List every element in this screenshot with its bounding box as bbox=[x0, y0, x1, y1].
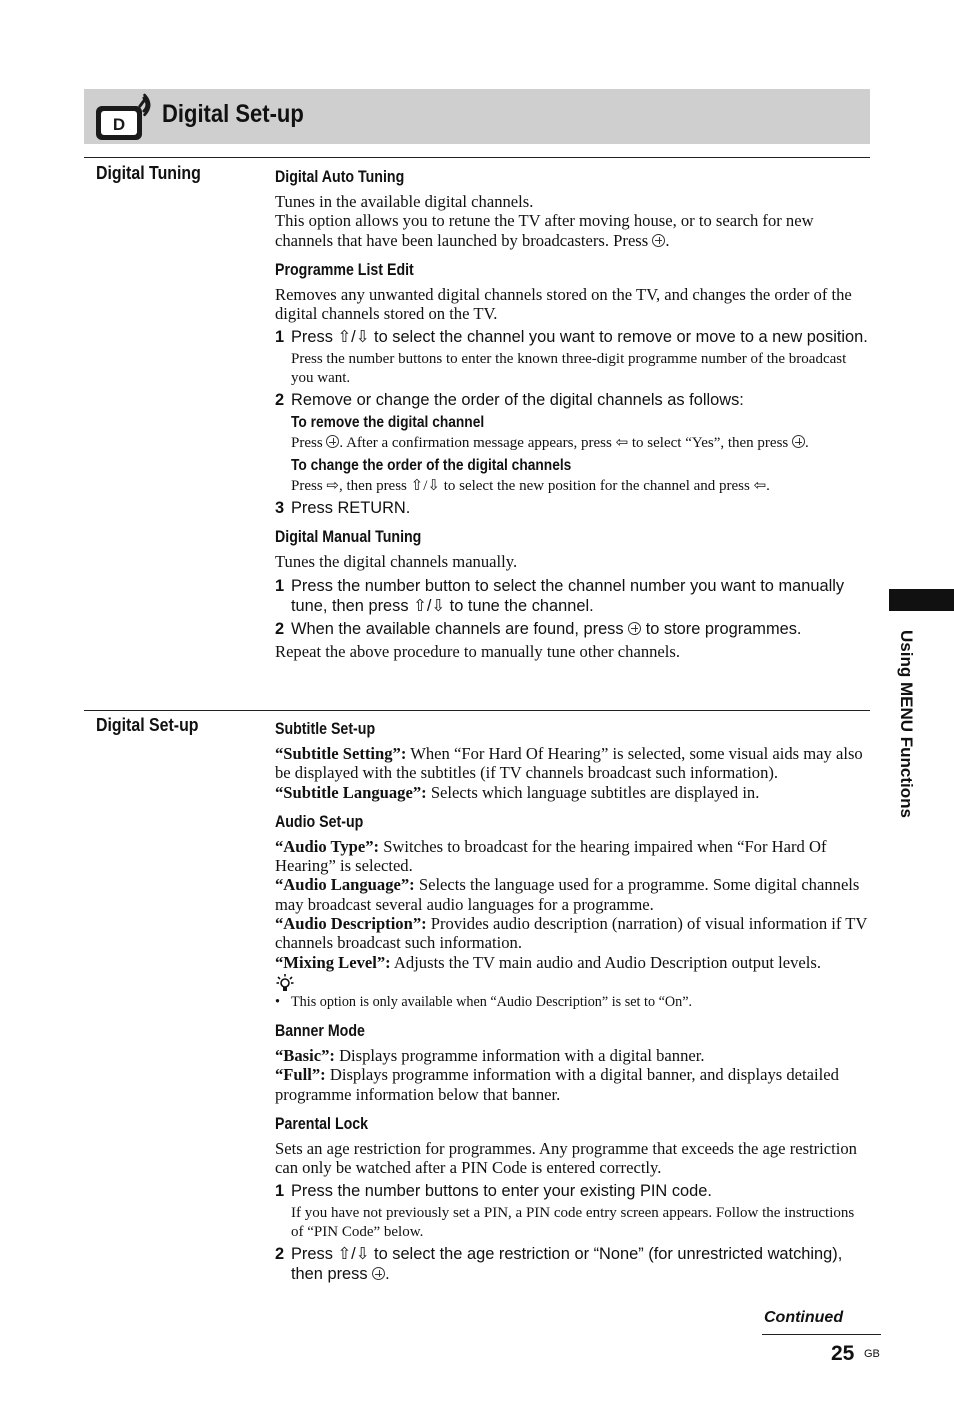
paragraph: “Mixing Level”: Adjusts the TV main audio and Audio Description output levels. bbox=[275, 952, 822, 972]
paragraph: “Audio Language”: Selects the language used for a programme. Some digital channels may broadcast several audio languages for a programme. bbox=[275, 875, 860, 914]
step-note: Press ⇨, then press ⇧/⇩ to select the new position for the channel and press ⇦. bbox=[291, 477, 770, 494]
side-tab-label: Using MENU Functions bbox=[897, 630, 916, 818]
subheading: Digital Auto Tuning bbox=[275, 168, 405, 186]
section-label-digital-set-up: Digital Set-up bbox=[96, 714, 199, 735]
paragraph: Tunes the digital channels manually. bbox=[275, 552, 518, 572]
side-tab-marker bbox=[889, 589, 954, 611]
tip-lightbulb-icon bbox=[276, 973, 294, 993]
enter-button-icon bbox=[652, 234, 665, 247]
paragraph: “Subtitle Setting”: When “For Hard Of Hearing” is selected, some visual aids may also be displayed with the subtitles (if TV channels broadcast such information). bbox=[275, 744, 863, 783]
subheading: Programme List Edit bbox=[275, 260, 414, 279]
icon-letter: D bbox=[112, 115, 126, 134]
section-header bbox=[84, 89, 870, 144]
step-item: 1 Press the number buttons to enter your existing PIN code. bbox=[275, 1182, 712, 1201]
paragraph: “Audio Description”: Provides audio description (narration) of visual information if TV channels broadcast such information. bbox=[275, 914, 868, 953]
step-item: 2 When the available channels are found, press to store programmes. bbox=[275, 619, 802, 638]
digital-tuning-content bbox=[275, 167, 870, 665]
side-tab-label-wrap bbox=[880, 630, 920, 840]
paragraph: “Subtitle Language”: Selects which language subtitles are displayed in. bbox=[275, 782, 760, 802]
paragraph: “Basic”: Displays programme information with a digital banner. bbox=[275, 1045, 705, 1065]
enter-button-icon bbox=[792, 435, 805, 448]
page-title: Digital Set-up bbox=[162, 100, 304, 128]
digital-tv-icon bbox=[94, 93, 158, 143]
footer-divider bbox=[762, 1334, 881, 1335]
section-label-digital-tuning: Digital Tuning bbox=[96, 162, 201, 183]
digital-setup-content bbox=[275, 719, 870, 1287]
subheading: Parental Lock bbox=[275, 1114, 369, 1133]
tip-note: • This option is only available when “Audio Description” is set to “On”. bbox=[275, 993, 693, 1010]
step-item: 1 Press the number button to select the channel number you want to manually tune, then press ⇧/⇩ to tune the channel. bbox=[275, 576, 845, 615]
paragraph: Tunes in the available digital channels. bbox=[275, 192, 534, 211]
step-item: 2 Remove or change the order of the digital channels as follows: bbox=[275, 391, 744, 410]
step-item: 1 Press ⇧/⇩ to select the channel you want to remove or move to a new position. bbox=[275, 328, 868, 347]
sub-subheading: To change the order of the digital channels bbox=[291, 456, 572, 474]
section-divider bbox=[84, 710, 870, 711]
subheading: Audio Set-up bbox=[275, 812, 364, 831]
continued-label: Continued bbox=[764, 1309, 844, 1326]
page-region-suffix: GB bbox=[864, 1348, 880, 1360]
paragraph: Repeat the above procedure to manually tune other channels. bbox=[275, 641, 681, 661]
paragraph: This option allows you to retune the TV after moving house, or to search for new channels that have been launched by broadcasters. Press . bbox=[275, 211, 814, 250]
page-number: 25 bbox=[831, 1342, 855, 1365]
paragraph: “Audio Type”: Switches to broadcast for the hearing impaired when “For Hard Of Hearing” is selected. bbox=[275, 836, 827, 876]
step-note: Press . After a confirmation message appears, press ⇦ to select “Yes”, then press . bbox=[291, 435, 809, 452]
subheading: Subtitle Set-up bbox=[275, 720, 376, 738]
paragraph: Removes any unwanted digital channels stored on the TV, and changes the order of the digital channels stored on the TV. bbox=[275, 284, 852, 324]
enter-button-icon bbox=[326, 435, 339, 448]
step-item: 2 Press ⇧/⇩ to select the age restriction or “None” (for unrestricted watching), then press . bbox=[275, 1245, 843, 1284]
paragraph: “Full”: Displays programme information with a digital banner, and displays detailed programme information below that banner. bbox=[275, 1065, 839, 1104]
paragraph: Sets an age restriction for programmes. Any programme that exceeds the age restriction can only be watched after a PIN Code is entered correctly. bbox=[275, 1138, 857, 1178]
step-note: If you have not previously set a PIN, a PIN code entry screen appears. Follow the instructions of “PIN Code” below. bbox=[291, 1205, 855, 1240]
step-item: 3 Press RETURN. bbox=[275, 499, 411, 518]
subheading: Digital Manual Tuning bbox=[275, 528, 422, 547]
section-divider bbox=[84, 157, 870, 158]
enter-button-icon bbox=[628, 622, 641, 635]
subheading: Banner Mode bbox=[275, 1021, 365, 1040]
step-note: Press the number buttons to enter the known three-digit programme number of the broadcast you want. bbox=[291, 351, 847, 386]
sub-subheading: To remove the digital channel bbox=[291, 414, 485, 432]
enter-button-icon bbox=[372, 1267, 385, 1280]
